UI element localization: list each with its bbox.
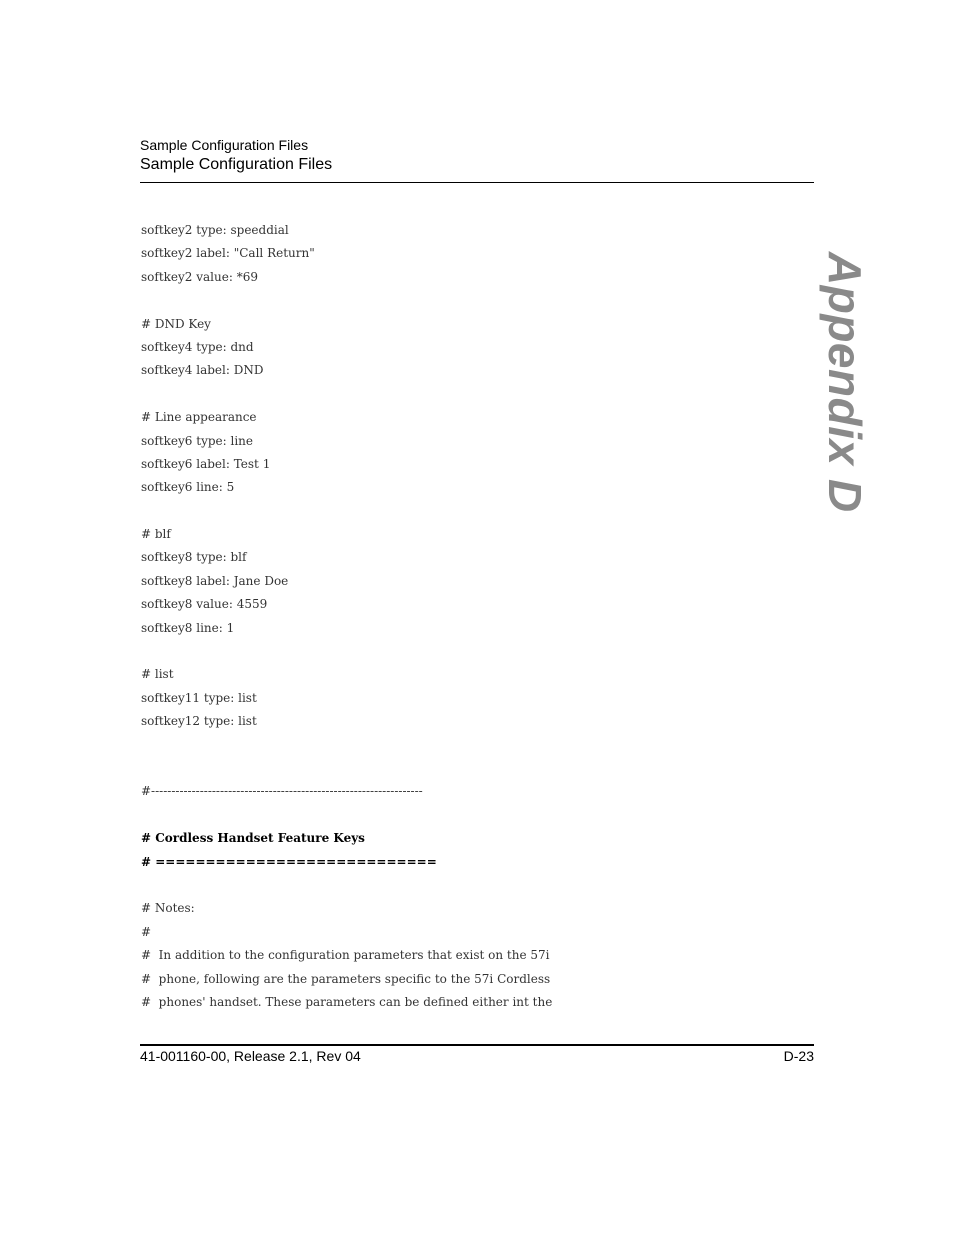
code-line: # ============================ — [141, 854, 437, 869]
code-line: softkey6 line: 5 — [141, 480, 235, 495]
code-line: softkey8 type: blf — [141, 550, 247, 565]
blank-line — [141, 757, 552, 780]
code-line: softkey6 label: Test 1 — [141, 456, 271, 471]
code-line: # — [141, 924, 152, 939]
code-line: # Notes: — [141, 901, 195, 916]
page-number: D-23 — [783, 1048, 814, 1064]
code-line: # Line appearance — [141, 410, 257, 425]
blank-line — [141, 500, 552, 523]
blank-line — [141, 640, 552, 663]
blank-line — [141, 874, 552, 897]
code-line: softkey8 label: Jane Doe — [141, 573, 289, 588]
code-line: softkey12 type: list — [141, 714, 257, 729]
code-line: softkey2 value: *69 — [141, 269, 258, 284]
blank-line — [141, 289, 552, 312]
code-line: softkey11 type: list — [141, 690, 257, 705]
code-line: # Cordless Handset Feature Keys — [141, 831, 365, 846]
code-line: # DND Key — [141, 316, 211, 331]
code-line: # phones' handset. These parameters can be defined either int the — [141, 994, 553, 1009]
code-line: softkey4 label: DND — [141, 363, 264, 378]
config-code-block — [141, 219, 552, 1014]
code-line: softkey8 value: 4559 — [141, 597, 268, 612]
code-line: # blf — [141, 527, 171, 542]
code-line: softkey2 label: "Call Return" — [141, 246, 315, 261]
running-header: Sample Configuration Files — [140, 137, 309, 153]
code-line: # list — [141, 667, 174, 682]
code-line: #------------------------------------------------------------------- — [141, 784, 423, 799]
code-line: softkey8 line: 1 — [141, 620, 235, 635]
header-rule — [140, 182, 814, 183]
blank-line — [141, 804, 552, 827]
blank-line — [141, 383, 552, 406]
blank-line — [141, 734, 552, 757]
appendix-side-tab: Appendix D — [819, 252, 871, 513]
code-line: # phone, following are the parameters specific to the 57i Cordless — [141, 971, 551, 986]
code-line: softkey2 type: speeddial — [141, 223, 289, 237]
code-line: softkey6 type: line — [141, 433, 253, 448]
code-line: softkey4 type: dnd — [141, 339, 254, 354]
code-line: # In addition to the configuration parameters that exist on the 57i — [141, 948, 550, 963]
section-title: Sample Configuration Files — [140, 156, 333, 173]
footer-rule — [140, 1044, 814, 1046]
document-id: 41-001160-00, Release 2.1, Rev 04 — [140, 1048, 361, 1064]
